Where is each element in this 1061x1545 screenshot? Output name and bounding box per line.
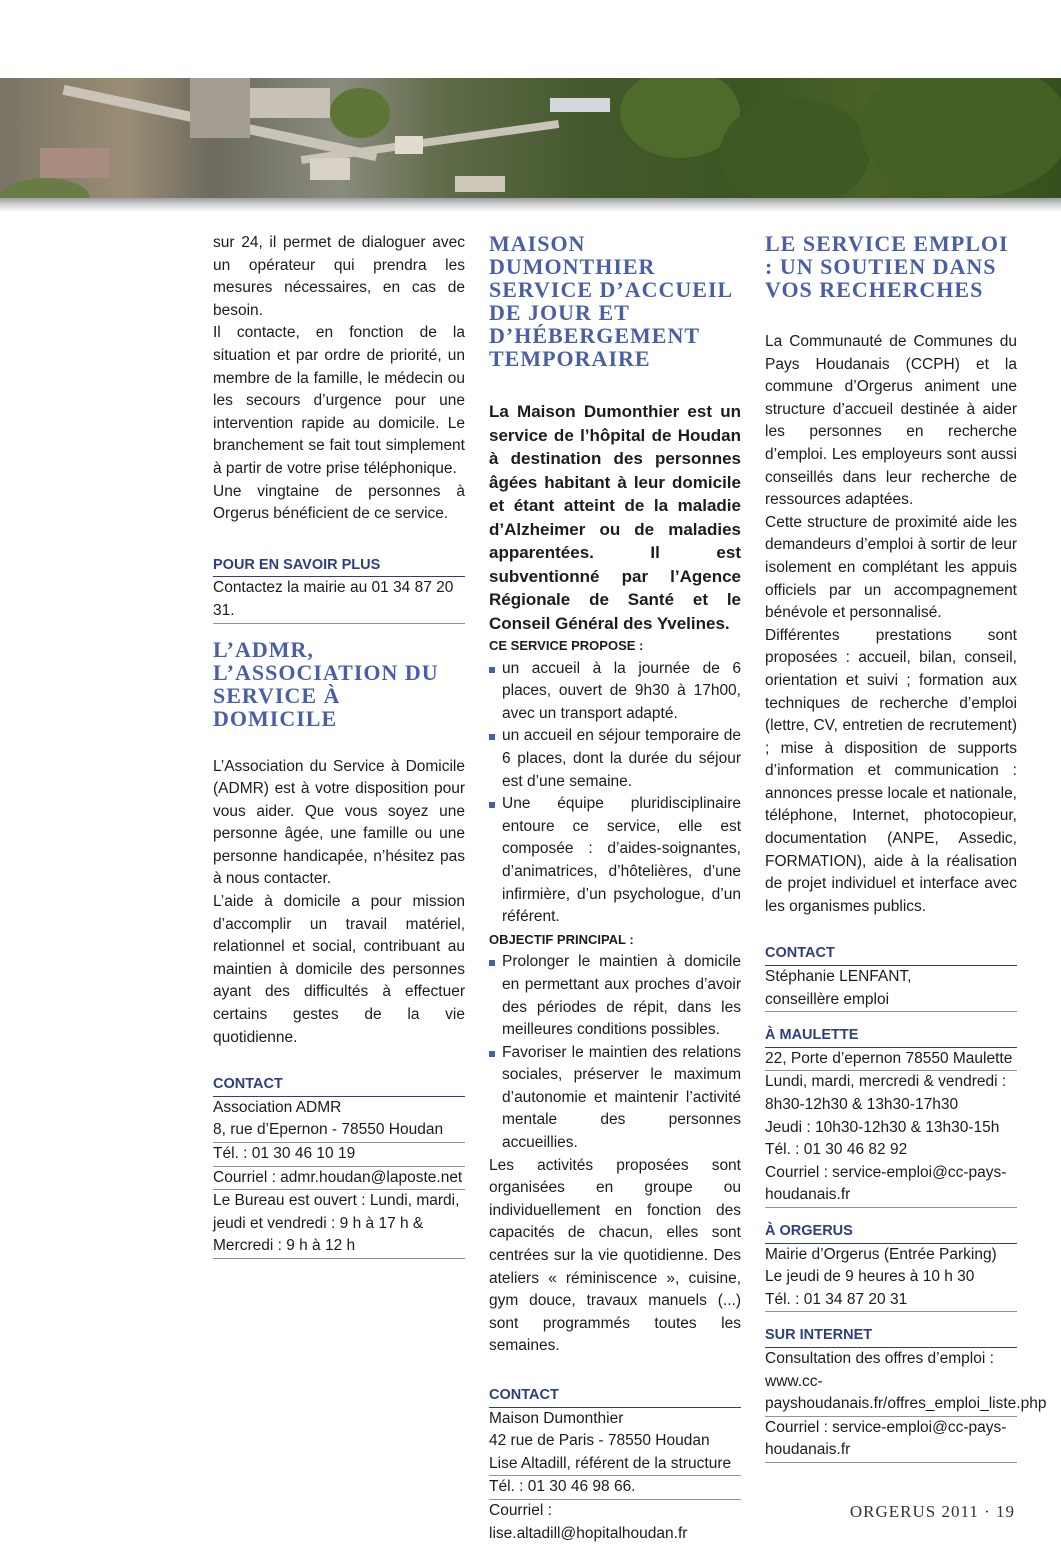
emploi-paragraph-1: La Communauté de Communes du Pays Houdanais (CCPH) et la commune d’Orgerus animent une structure d’accueil destinée à aider les personnes en recherche d’emploi. Les employeurs sont aussi conseillés dans leur recherche de ressources adaptées. (765, 333, 1017, 509)
info-heading: POUR EN SAVOIR PLUS (213, 554, 465, 578)
intro-paragraph-2: Il contacte, en fonction de la situation et par ordre de priorité, un membre de la famille, le médecin ou les secours d’urgence pour une intervention rapide au domicile. Le branchement se fait tout simplement à partir de votre prise téléphonique. (213, 324, 465, 477)
internet-email[interactable]: Courriel : service-emploi@cc-pays-houdanais.fr (765, 1417, 1017, 1463)
admr-contact-heading: CONTACT (213, 1073, 465, 1097)
dumonthier-title: MAISON DUMONTHIER SERVICE D’ACCUEIL DE JOUR ET D’HÉBERGEMENT TEMPORAIRE (489, 231, 732, 371)
admr-contact-line: 8, rue d’Epernon - 78550 Houdan (213, 1119, 465, 1143)
admr-paragraph-2: L’aide à domicile a pour mission d’accomplir un travail matériel, relationnel et social, contribuant au maintien à domicile des personnes ayant des difficultés à effectuer certains gestes de la vie quotidienne. (213, 893, 465, 1046)
dumonthier-contact-line: Courriel : (489, 1501, 552, 1519)
intro-paragraph-1: sur 24, il permet de dialoguer avec un opérateur qui prendra les mesures nécessaires, en cas de besoin. (213, 234, 465, 319)
maulette-line: Lundi, mardi, mercredi & vendredi : 8h30-12h30 & 13h30-17h30 (765, 1073, 1007, 1113)
emploi-paragraph-2: Cette structure de proximité aide les demandeurs d’emploi à sortir de leur isolement en complétant les appuis officiels par un accompagnement bénévole et personnalisé. (765, 513, 1017, 622)
internet-line: Consultation des offres d’emploi : (765, 1349, 994, 1367)
dumonthier-contact-phone: Tél. : 01 30 46 98 66. (489, 1476, 741, 1500)
orgerus-phone: Tél. : 01 34 87 20 31 (765, 1289, 1017, 1313)
info-text: Contactez la mairie au 01 34 87 20 31. (213, 577, 465, 623)
maulette-line: Jeudi : 10h30-12h30 & 13h30-15h (765, 1118, 1000, 1136)
aerial-photo-banner (0, 78, 1061, 198)
dumonthier-contact-line: 42 rue de Paris - 78550 Houdan (489, 1432, 710, 1450)
objective-item: Favoriser le maintien des relations sociales, préserver le maximum d’autonomie et maintenir l’activité mentale des personnes accueillies. (489, 1042, 741, 1155)
service-item: un accueil en séjour temporaire de 6 places, dont la durée du séjour est d’une semaine. (489, 725, 741, 793)
emploi-contact-line: conseillère emploi (765, 989, 1017, 1013)
orgerus-line: Mairie d’Orgerus (Entrée Parking) (765, 1245, 997, 1263)
objective-heading: OBJECTIF PRINCIPAL : (489, 931, 634, 947)
maulette-line: Tél. : 01 30 46 82 92 (765, 1141, 908, 1159)
banner-shadow (0, 198, 1061, 212)
emploi-contact-heading: CONTACT (765, 942, 1017, 966)
admr-contact-hours: Le Bureau est ouvert : Lundi, mardi, jeudi et vendredi : 9 h à 17 h & Mercredi : 9 h à 12 h (213, 1190, 465, 1259)
maulette-email[interactable]: Courriel : service-emploi@cc-pays-houdanais.fr (765, 1162, 1017, 1208)
dumonthier-lead: La Maison Dumonthier est un service de l’hôpital de Houdan à destination des personnes âgées habitant à leur domicile et étant atteint de la maladie d’Alzheimer ou de maladies apparentées. Il est subventionné par l’Agence Régionale de Santé et le Conseil Général des Yvelines. (489, 402, 741, 633)
emploi-title: LE SERVICE EMPLOI : UN SOUTIEN DANS VOS RECHERCHES (765, 231, 1009, 302)
dumonthier-contact-heading: CONTACT (489, 1384, 741, 1408)
activities-paragraph: Les activités proposées sont organisées en groupe ou individuellement en fonction des capacités de chacun, elles sont centrées sur la vie quotidienne. Des ateliers « réminiscence », cuisine, gym douce, travaux manuels (...) sont programmés toutes les semaines. (489, 1156, 741, 1355)
dumonthier-contact-line: Lise Altadill, référent de la structure (489, 1453, 741, 1477)
intro-paragraph-3: Une vingtaine de personnes à Orgerus bénéficient de ce service. (213, 482, 465, 523)
emploi-paragraph-3: Différentes prestations sont proposées : accueil, bilan, conseil, orientation et suivi ; formation aux techniques de recherche d’emploi (lettre, CV, entretien de recrutement) ; mise à disposition de supports d’information et communication : annonces presse locale et nationale, téléphone, Internet, photocopieur, documentation (ANPE, Assedic, FORMATION), aide à la réalisation de projet individuel et interface avec les organismes publics. (765, 626, 1017, 915)
page-footer: ORGERUS 2011 · 19 (849, 1502, 1015, 1521)
orgerus-line: Le jeudi de 9 heures à 10 h 30 (765, 1268, 975, 1286)
service-heading: CE SERVICE PROPOSE : (489, 638, 644, 653)
service-item: Une équipe pluridisciplinaire entoure ce service, elle est composée : d’aides-soignantes, d’animatrices, d’hôtelières, d’une infirmière, d’un psychologue, d’un référent. (489, 793, 741, 929)
orgerus-heading: À ORGERUS (765, 1220, 1017, 1244)
admr-paragraph-1: L’Association du Service à Domicile (ADMR) est à votre disposition pour vous aider. Que vous soyez une personne âgée, une famille ou une personne handicapée, n’hésitez pas à nous contacter. (213, 757, 465, 888)
emploi-contact-line: Stéphanie LENFANT, (765, 968, 912, 986)
admr-contact-email[interactable]: Courriel : admr.houdan@laposte.net (213, 1167, 465, 1191)
maulette-line: 22, Porte d’epernon 78550 Maulette (765, 1048, 1017, 1072)
column-left (213, 232, 465, 1259)
column-middle (489, 232, 741, 1545)
admr-contact-line: Association ADMR (213, 1098, 342, 1116)
dumonthier-contact-email[interactable]: lise.altadill@hopitalhoudan.fr (489, 1524, 688, 1542)
internet-heading: SUR INTERNET (765, 1324, 1017, 1348)
objective-item: Prolonger le maintien à domicile en permettant aux proches d’avoir des périodes de répit, dans les meilleures conditions possibles. (489, 951, 741, 1041)
column-right (765, 231, 1047, 1463)
admr-title: L’ADMR, L’ASSOCIATION DU SERVICE À DOMICILE (213, 636, 439, 731)
service-item: un accueil à la journée de 6 places, ouvert de 9h30 à 17h00, avec un transport adapté. (489, 658, 741, 726)
dumonthier-contact-line: Maison Dumonthier (489, 1409, 624, 1427)
internet-url[interactable]: www.cc-payshoudanais.fr/offres_emploi_liste.php (765, 1371, 1017, 1417)
admr-contact-line: Tél. : 01 30 46 10 19 (213, 1143, 465, 1167)
maulette-heading: À MAULETTE (765, 1024, 1017, 1048)
